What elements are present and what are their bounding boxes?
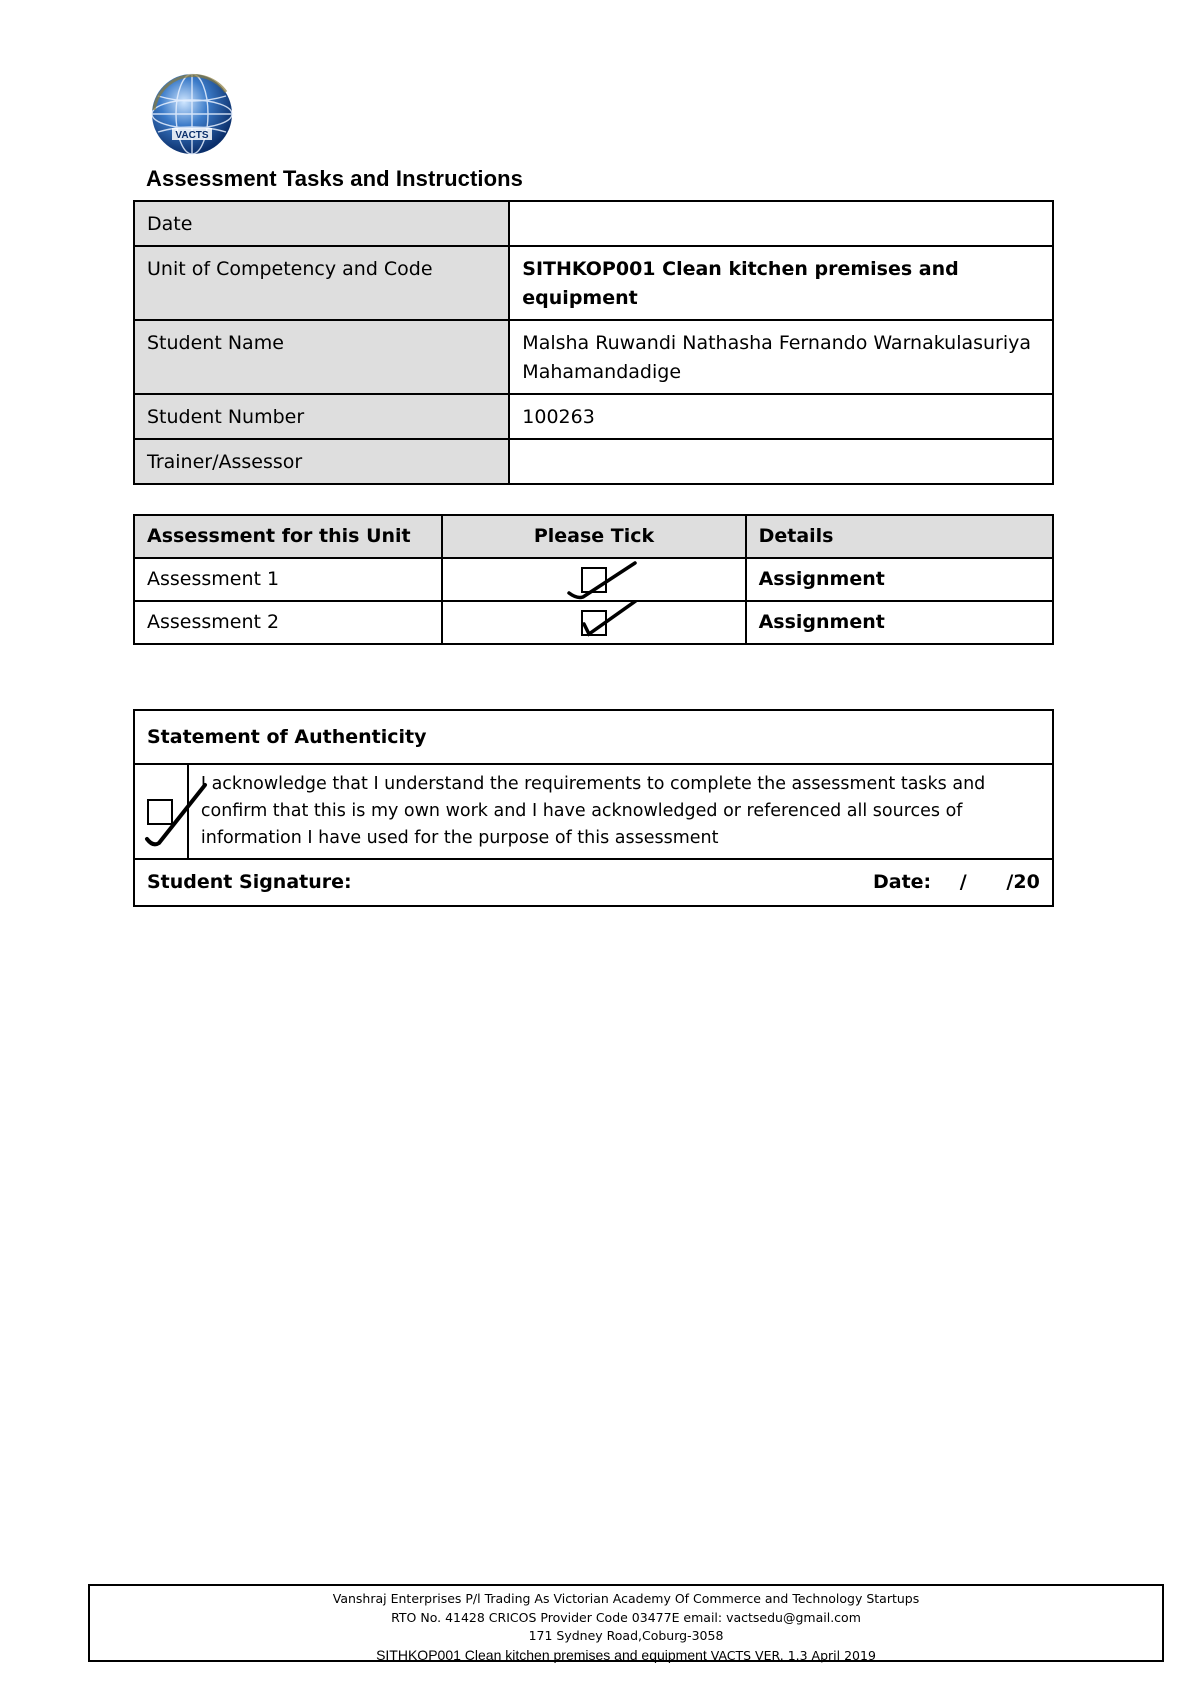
footer-version: VACTS VER. 1.3 April 2019 xyxy=(710,1647,876,1663)
table-row xyxy=(134,201,1053,246)
header-assessment: Assessment for this Unit xyxy=(134,515,442,558)
checkbox[interactable] xyxy=(581,567,607,593)
signature-row xyxy=(134,859,1053,906)
authenticity-table xyxy=(133,709,1054,907)
globe-logo-icon xyxy=(146,70,242,160)
date-field[interactable] xyxy=(509,201,1053,246)
page-footer xyxy=(88,1584,1164,1662)
table-row xyxy=(134,710,1053,764)
table-row xyxy=(134,558,1053,601)
assessment-name: Assessment 1 xyxy=(134,558,442,601)
signature-date xyxy=(873,868,1040,897)
logo-text: VACTS xyxy=(175,130,209,141)
authenticity-check-cell xyxy=(134,764,188,859)
header-please-tick: Please Tick xyxy=(442,515,745,558)
footer-address: 171 Sydney Road,Coburg-3058 xyxy=(528,1628,724,1643)
footer-rto: RTO No. 41428 CRICOS Provider Code 03477E email: vactsedu@gmail.com xyxy=(391,1609,861,1625)
student-name-value: Malsha Ruwandi Nathasha Fernando Warnakulasuriya Mahamandadige xyxy=(509,320,1053,394)
table-row xyxy=(134,601,1053,644)
assessment-table xyxy=(133,514,1054,645)
table-row xyxy=(134,439,1053,484)
footer-unit xyxy=(90,1646,1162,1666)
student-number-value: 100263 xyxy=(509,394,1053,439)
table-row xyxy=(134,859,1053,906)
checkbox[interactable] xyxy=(581,610,607,636)
authenticity-statement: I acknowledge that I understand the requirements to complete the assessment tasks and confirm that this is my own work and I have acknowledged or referenced all sources of information I have used for the purpose of this assessment xyxy=(188,764,1053,859)
trainer-label: Trainer/Assessor xyxy=(134,439,509,484)
footer-company: Vanshraj Enterprises P/l Trading As Victorian Academy Of Commerce and Technology Startups xyxy=(332,1591,920,1606)
unit-info-table xyxy=(133,200,1054,485)
table-row xyxy=(134,394,1053,439)
assessment-details: Assignment xyxy=(746,601,1053,644)
unit-label: Unit of Competency and Code xyxy=(134,246,509,320)
student-number-label: Student Number xyxy=(134,394,509,439)
trainer-field[interactable] xyxy=(509,439,1053,484)
table-header-row xyxy=(134,515,1053,558)
table-row xyxy=(134,246,1053,320)
authenticity-title: Statement of Authenticity xyxy=(134,710,1053,764)
assessment-details: Assignment xyxy=(746,558,1053,601)
unit-value: SITHKOP001 Clean kitchen premises and equipment xyxy=(509,246,1053,320)
date-value[interactable]: / /20 xyxy=(959,871,1040,893)
check-mark-icon xyxy=(135,765,215,855)
tick-cell xyxy=(442,601,745,644)
header-details: Details xyxy=(746,515,1053,558)
footer-unit-name: SITHKOP001 Clean kitchen premises and equipment xyxy=(376,1646,707,1663)
tick-cell xyxy=(442,558,745,601)
assessment-name: Assessment 2 xyxy=(134,601,442,644)
student-name-label: Student Name xyxy=(134,320,509,394)
date-label: Date: xyxy=(873,871,932,893)
table-row xyxy=(134,320,1053,394)
signature-label: Student Signature: xyxy=(147,871,352,893)
table-row xyxy=(134,764,1053,859)
date-label: Date xyxy=(134,201,509,246)
page-title: Assessment Tasks and Instructions xyxy=(146,166,524,191)
